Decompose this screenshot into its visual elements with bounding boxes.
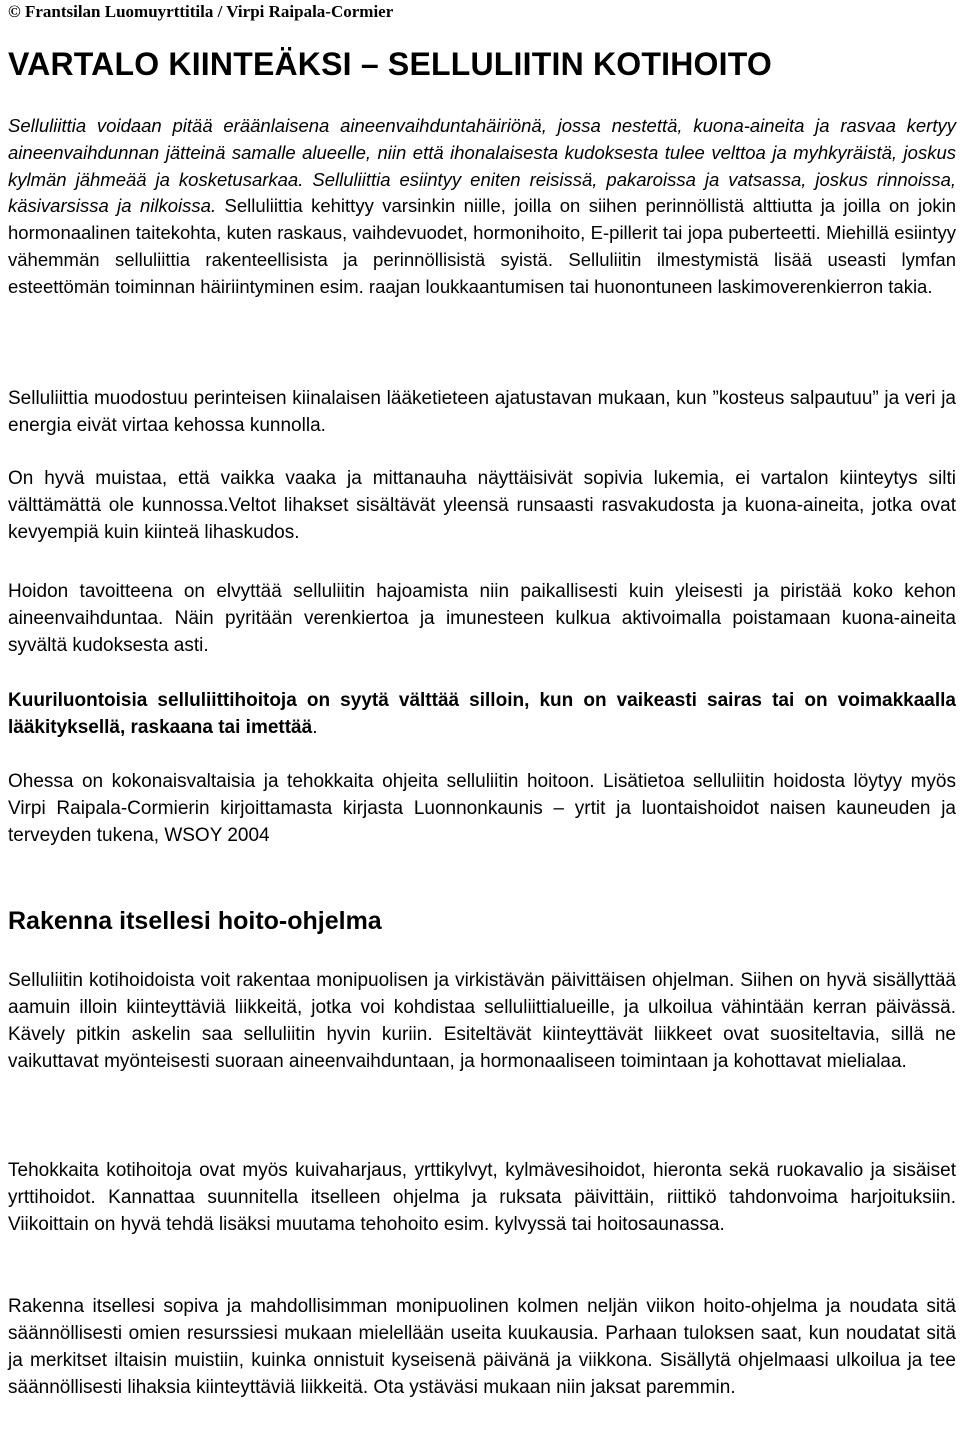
paragraph-home-routine: Selluliitin kotihoidoista voit rakentaa monipuolisen ja virkistävän päivittäisen ohjelman. Siihen on hyvä sisällyttää aamuin illoin kiinteyttäviä liikkeitä, jotka voi kohdistaa selluliittialueille, ja ulkoilua vähintään kerran päivässä. Kävely pitkin askelin saa selluliitin hyvin kuriin. Esiteltävät kiinteyttävät liikkeet ovat suositeltavia, sillä ne vaikuttavat myönteisesti suoraan aineenvaihduntaan, ja hormonaaliseen toimintaan ja kohottavat mielialaa. <box>8 970 956 1072</box>
copyright-header: © Frantsilan Luomuyrttitila / Virpi Raipala-Cormier <box>8 2 394 21</box>
intro-italic-text: Selluliittia voidaan pitää eräänlaisena aineenvaihduntahäiriönä, jossa nestettä, kuona-aineita ja rasvaa kertyy aineenvaihdunnan jätteinä samalle alueelle, niin että ihonalaisesta kudoksesta tulee velttoa ja myhkyräistä, joskus kylmän jähmeää ja kosketusarkaa. Selluliittia esiintyy eniten reisissä, pakaroissa ja vatsassa, joskus rinnoissa, käsivarsissa ja nilkoissa. <box>8 115 956 217</box>
paragraph-tcm: Selluliittia muodostuu perinteisen kiinalaisen lääketieteen ajatustavan mukaan, kun ”kosteus salpautuu” ja veri ja energia eivät virtaa kehossa kunnolla. <box>8 388 956 436</box>
section-heading: Rakenna itsellesi hoito-ohjelma <box>8 907 382 935</box>
paragraph-treatment-goal: Hoidon tavoitteena on elvyttää selluliitin hajoamista niin paikallisesti kuin yleisesti ja piristää koko kehon aineenvaihduntaa. Näin pyritään verenkiertoa ja imunesteen kulkua aktivoimalla poistamaan kuona-aineita syvältä kudoksesta asti. <box>8 581 956 656</box>
warning-bold-text: Kuuriluontoisia selluliittihoitoja on syytä välttää silloin, kun on vaikeasti sairas tai on voimakkaalla lääkityksellä, raskaana tai imettää <box>8 690 956 738</box>
paragraph-program-plan: Rakenna itsellesi sopiva ja mahdollisimman monipuolinen kolmen neljän viikon hoito-ohjelma ja noudata sitä säännöllisesti omien resurssiesi mukaan mielellään useita kuukausia. Parhaan tuloksen saat, kun noudatat sitä ja merkitset iltaisin muistiin, kuinka onnistuit kyseisenä päivänä ja viikkona. Sisällytä ohjelmaasi ulkoilua ja tee säännöllisesti lihaksia kiinteyttäviä liikkeitä. Ota ystäväsi mukaan niin jaksat paremmin. <box>8 1296 956 1398</box>
paragraph-home-treatments: Tehokkaita kotihoitoja ovat myös kuivaharjaus, yrttikylvyt, kylmävesihoidot, hieronta sekä ruokavalio ja sisäiset yrttihoidot. Kannattaa suunnitella itselleen ohjelma ja ruksata päivittäin, riittikö tahdonvoima harjoituksiin. Viikoittain on hyvä tehdä lisäksi muutama tehohoito esim. kylvyssä tai hoitosaunassa. <box>8 1160 956 1235</box>
page-title: VARTALO KIINTEÄKSI – SELLULIITIN KOTIHOITO <box>8 46 772 82</box>
intro-normal-text: Selluliittia kehittyy varsinkin niille, joilla on siihen perinnöllistä alttiutta ja joilla on jokin hormonaalinen taitekohta, kuten raskaus, vaihdevuodet, hormonihoito, E-pillerit tai jopa puberteetti. Miehillä esiintyy vähemmän selluliittia rakenteellisista ja perinnöllisistä syistä. Selluliitin ilmestymistä lisää useasti lymfan esteettömän toiminnan häiriintyminen esim. raajan loukkaantumisen tai huonontuneen laskimoverenkierron takia. <box>8 195 957 297</box>
paragraph-book-reference: Ohessa on kokonaisvaltaisia ja tehokkaita ohjeita selluliitin hoitoon. Lisätietoa selluliitin hoidosta löytyy myös Virpi Raipala-Cormierin kirjoittamasta kirjasta Luonnonkaunis – yrtit ja luontaishoidot naisen kauneuden ja terveyden tukena, WSOY 2004 <box>8 771 956 846</box>
warning-tail: . <box>312 717 318 738</box>
intro-paragraph <box>8 113 956 301</box>
paragraph-scale-reminder: On hyvä muistaa, että vaikka vaaka ja mittanauha näyttäisivät sopivia lukemia, ei vartalon kiinteytys silti välttämättä ole kunnossa.Veltot lihakset sisältävät yleensä runsaasti rasvakudosta ja kuona-aineita, jotka ovat kevyempiä kuin kiinteä lihaskudos. <box>8 468 956 543</box>
paragraph-warning <box>8 687 956 741</box>
